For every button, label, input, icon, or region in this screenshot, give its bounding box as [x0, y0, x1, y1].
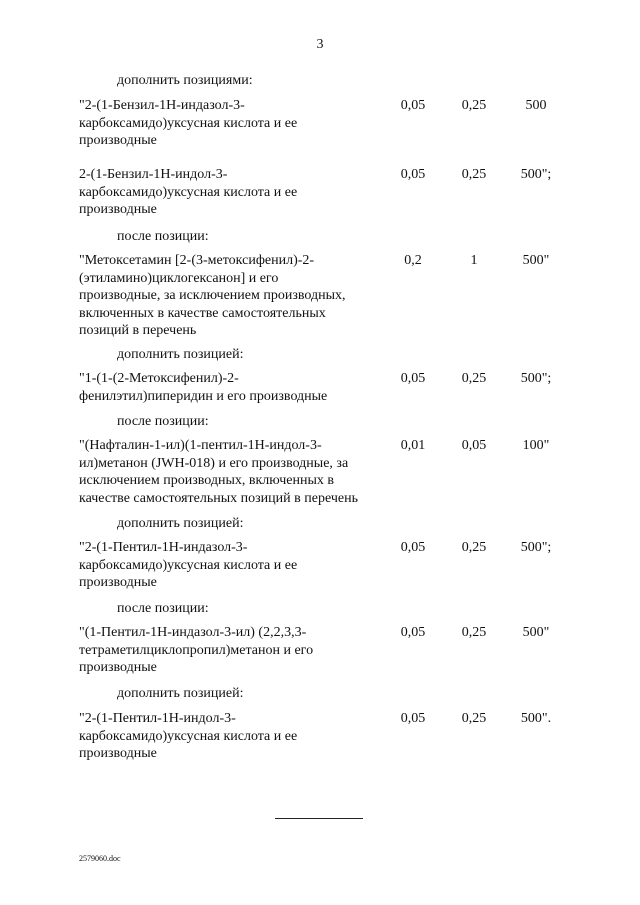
entry-line: карбоксамидо)уксусная кислота и ее	[79, 557, 298, 573]
value-col-3: 100"	[522, 438, 550, 453]
instruction-text: после позиции:	[117, 229, 209, 244]
value-col-1: 0,05	[400, 711, 426, 726]
substance-entry	[79, 252, 384, 340]
entry-line: карбоксамидо)уксусная кислота и ее	[79, 184, 298, 200]
entry-line: качестве самостоятельных позиций в перечень	[79, 490, 358, 506]
entry-line: "2-(1-Бензил-1Н-индазол-3-	[79, 98, 245, 113]
value-col-2: 0,25	[461, 371, 487, 386]
instruction-text: после позиции:	[117, 601, 209, 616]
entry-line: производные	[79, 575, 157, 590]
substance-entry	[79, 539, 384, 592]
value-col-2: 0,05	[461, 438, 487, 453]
end-rule-divider	[275, 818, 363, 819]
entry-line: фенилэтил)пиперидин и его производные	[79, 388, 328, 404]
value-col-2: 0,25	[461, 167, 487, 182]
footer-filename: 2579060.doc	[79, 854, 121, 863]
entry-line: карбоксамидо)уксусная кислота и ее	[79, 115, 298, 131]
value-col-1: 0,05	[400, 167, 426, 182]
entry-line: производные	[79, 660, 157, 675]
instruction-text: после позиции:	[117, 414, 209, 429]
substance-entry	[79, 437, 384, 507]
entry-line: производные	[79, 133, 157, 148]
value-col-3: 500".	[520, 711, 552, 726]
value-col-2: 1	[470, 253, 478, 268]
value-col-2: 0,25	[461, 625, 487, 640]
entry-line: исключением производных, включенных в	[79, 473, 334, 488]
value-col-1: 0,05	[400, 371, 426, 386]
value-col-1: 0,05	[400, 98, 426, 113]
instruction-text: дополнить позицией:	[117, 347, 244, 362]
value-col-3: 500";	[520, 540, 552, 555]
value-col-1: 0,05	[400, 540, 426, 555]
entry-line: "1-(1-(2-Метоксифенил)-2-	[79, 371, 239, 386]
entry-line: производные, за исключением производных,	[79, 288, 346, 303]
entry-line: "2-(1-Пентил-1Н-индол-3-	[79, 711, 236, 726]
substance-entry	[79, 166, 384, 219]
entry-line: карбоксамидо)уксусная кислота и ее	[79, 728, 298, 744]
instruction-text: дополнить позицией:	[117, 686, 244, 701]
entry-line: производные	[79, 746, 157, 761]
entry-line: ил)метанон (JWH-018) и его производные, за	[79, 455, 349, 471]
value-col-3: 500";	[520, 167, 552, 182]
instruction-text: дополнить позициями:	[117, 73, 253, 88]
value-col-3: 500"	[522, 253, 550, 268]
entry-line: включенных в качестве самостоятельных	[79, 305, 326, 321]
value-col-2: 0,25	[461, 540, 487, 555]
entry-line: 2-(1-Бензил-1Н-индол-3-	[79, 167, 228, 182]
entry-line: тетраметилциклопропил)метанон и его	[79, 642, 314, 658]
entry-line: "2-(1-Пентил-1Н-индазол-3-	[79, 540, 248, 555]
value-col-1: 0,05	[400, 625, 426, 640]
entry-line: "(Нафталин-1-ил)(1-пентил-1Н-индол-3-	[79, 438, 322, 453]
entry-line: позиций в перечень	[79, 323, 197, 338]
value-col-2: 0,25	[461, 98, 487, 113]
value-col-3: 500	[525, 98, 547, 113]
instruction-text: дополнить позицией:	[117, 516, 244, 531]
value-col-1: 0,2	[404, 253, 422, 268]
entry-line: производные	[79, 202, 157, 217]
substance-entry	[79, 710, 384, 763]
entry-line: "(1-Пентил-1Н-индазол-3-ил) (2,2,3,3-	[79, 625, 307, 640]
entry-line: "Метоксетамин [2-(3-метоксифенил)-2-	[79, 253, 315, 268]
value-col-2: 0,25	[461, 711, 487, 726]
substance-entry	[79, 624, 384, 677]
entry-line: (этиламино)циклогексанон] и его	[79, 270, 279, 286]
substance-entry	[79, 370, 384, 405]
substance-entry	[79, 97, 384, 150]
value-col-3: 500"	[522, 625, 550, 640]
page-number: 3	[316, 37, 324, 52]
value-col-1: 0,01	[400, 438, 426, 453]
value-col-3: 500";	[520, 371, 552, 386]
